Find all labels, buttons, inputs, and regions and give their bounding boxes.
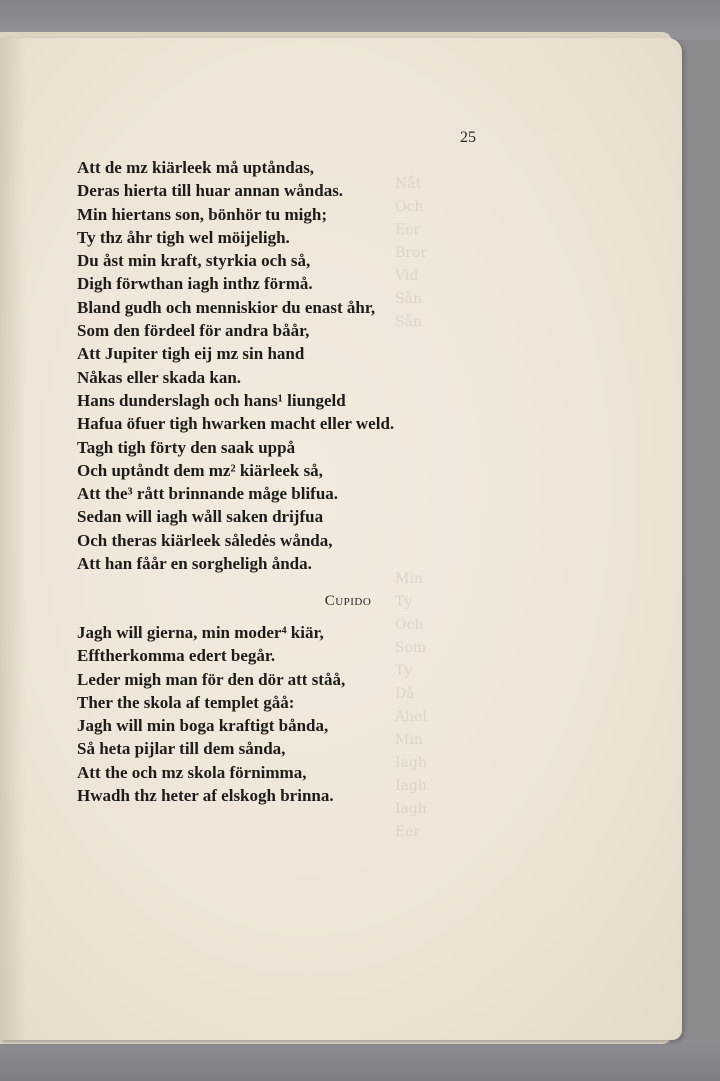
poem-line: Att de mz kiärleek må uptåndas, <box>77 158 315 177</box>
poem-line: Nåkas eller skada kan. <box>77 367 242 387</box>
poem-line: Leder migh man för den dör att ståå, <box>77 669 346 689</box>
poem-line: Tagh tigh förty den saak uppå <box>77 437 296 457</box>
poem-line: Och theras kiärleek såledės wånda, <box>77 530 333 550</box>
poem-line: Hafua öfuer tigh hwarken macht eller weld. <box>77 414 395 434</box>
poem-line: Jagh will gierna, min moder⁴ kiär, <box>77 623 324 642</box>
poem-line: Hans dunderslagh och hans¹ liungeld <box>77 390 346 410</box>
poem-line: Sedan will iagh wåll saken drijfua <box>77 507 324 527</box>
poem-line: Att the³ rått brinnande måge blifua. <box>77 484 339 504</box>
poem-line: Ther the skola af templet gåå: <box>77 692 295 712</box>
poem-line: Som den fördeel för andra båår, <box>77 321 310 341</box>
poem-line: Bland gudh och menniskior du enast åhr, <box>77 297 376 317</box>
poem-line: Så heta pijlar till dem sånda, <box>77 739 286 759</box>
poem-line: Digh förwthan iagh inthz förmå. <box>77 274 313 294</box>
poem-line: Att Jupiter tigh eij mz sin hand <box>77 344 305 364</box>
speaker-heading: Cupido <box>324 593 372 609</box>
poem-line: Jagh will min boga kraftigt bånda, <box>77 716 329 736</box>
poem-line: Att han fåår en sorgheligh ånda. <box>77 554 312 574</box>
poem-line: Du åst min kraft, styrkia och så, <box>77 251 311 271</box>
gutter-shadow <box>0 38 26 1040</box>
poem-line: Efftherkomma edert begår. <box>77 646 276 666</box>
poem-line: Min hiertans son, bönhör tu migh; <box>77 204 328 224</box>
poem-line: Ty thz åhr tigh wel möijeligh. <box>77 227 290 247</box>
scan-background-bottom <box>0 1040 720 1081</box>
poem-line: Att the och mz skola förnimma, <box>77 762 307 782</box>
poem-line: Hwadh thz heter af elskogh brinna. <box>77 786 334 806</box>
show-through-text-lower: Min Ty Och Som Ty Då Ahel Min Iagh Iagh Iagh Eer <box>395 571 427 840</box>
page-number: 25 <box>460 129 476 146</box>
poem-stanza-2 <box>77 621 345 807</box>
show-through-text: Nåt Och Eer Bror Vid Sån Sån <box>395 176 428 330</box>
poem-line: Och uptåndt dem mz² kiärleek så, <box>77 460 323 480</box>
poem-line: Deras hierta till huar annan wåndas. <box>77 181 344 201</box>
poem-stanza-1 <box>77 156 394 575</box>
book-page <box>0 38 682 1040</box>
